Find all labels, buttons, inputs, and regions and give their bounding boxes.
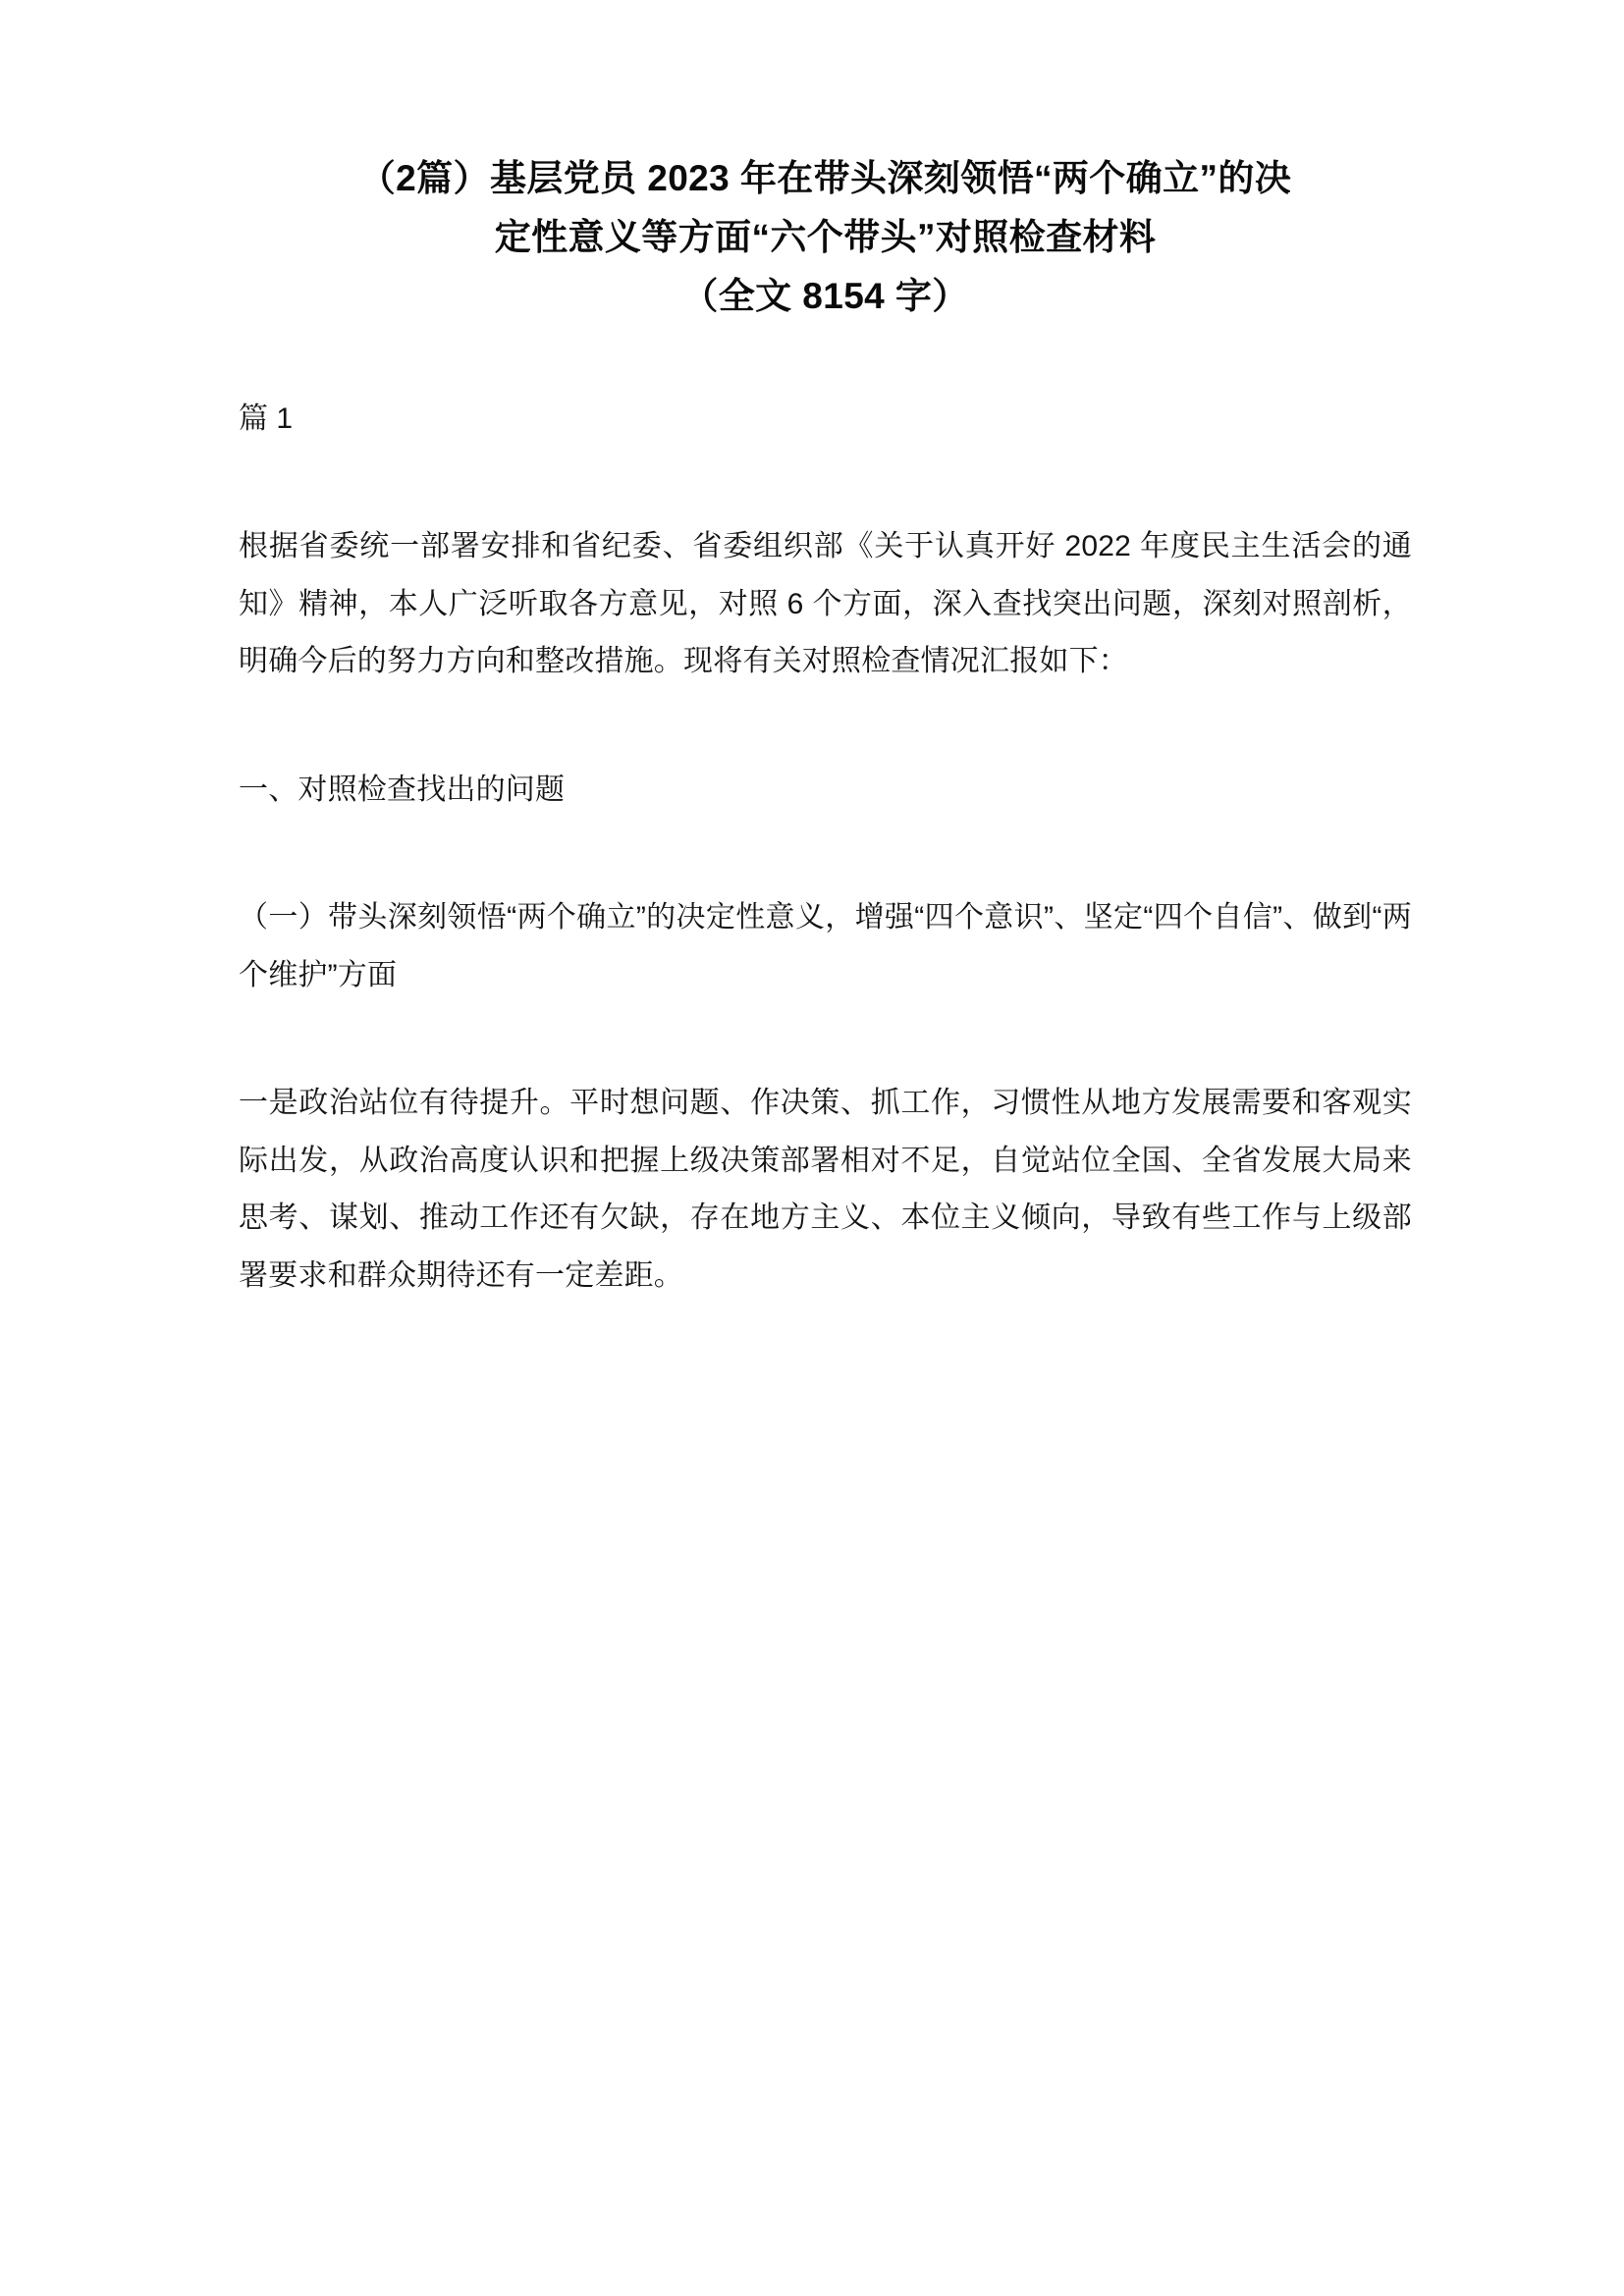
heading-subsection-one: （一）带头深刻领悟“两个确立”的决定性意义，增强“四个意识”、坚定“四个自信”、做到“两个维护”方面 [239,901,1412,991]
paragraph-intro: 根据省委统一部署安排和省纪委、省委组织部《关于认真开好 2022 年度民主生活会的通知》精神，本人广泛听取各方意见，对照 6 个方面，深入查找突出问题，深刻对照剖析，明确今后的努力方向和整改措施。现将有关对照检查情况汇报如下： [239,530,1412,678]
heading-section-one: 一、对照检查找出的问题 [239,773,566,806]
paragraph-point-one: 一是政治站位有待提升。平时想问题、作决策、抓工作，习惯性从地方发展需要和客观实际出发，从政治高度认识和把握上级决策部署相对不足，自觉站位全国、全省发展大局来思考、谋划、推动工作还有欠缺，存在地方主义、本位主义倾向，导致有些工作与上级部署要求和群众期待还有一定差距。 [239,1087,1412,1292]
document-title-line-1: （2篇）基层党员 2023 年在带头深刻领悟“两个确立”的决 [358,158,1292,198]
piece-label: 篇 1 [239,401,294,435]
document-title-line-2: 定性意义等方面“六个带头”对照检查材料 [494,216,1157,257]
document-title [239,0,1412,326]
document-title-line-3: （全文 8154 字） [681,275,969,316]
document-body [239,391,1412,1306]
document-content-column [239,0,1412,1305]
